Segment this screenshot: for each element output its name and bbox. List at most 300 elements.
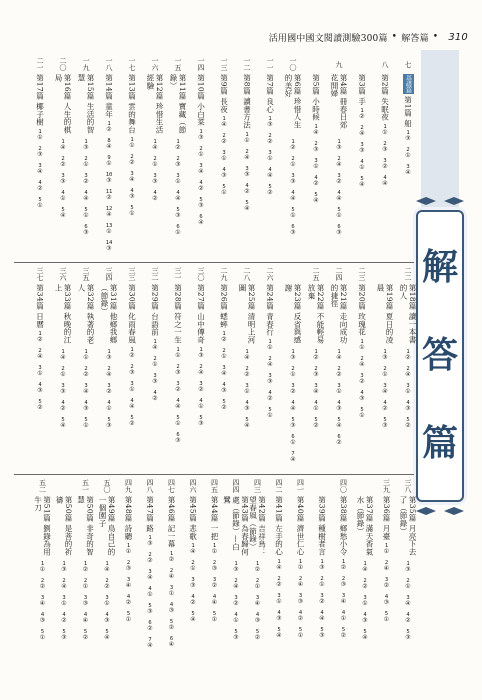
question-number: 4	[337, 190, 341, 196]
answer-choice: ③	[405, 405, 411, 412]
question-number: 5	[126, 611, 131, 618]
question-number: 4	[107, 400, 111, 406]
question-number: 2	[320, 575, 324, 582]
answer-choice: ④	[175, 195, 181, 202]
answer-choice: ②	[39, 583, 46, 590]
question-number: 5	[320, 626, 324, 633]
answer-choice: ④	[152, 144, 158, 151]
question-number: 3	[222, 365, 226, 372]
answer-item	[362, 612, 367, 629]
answer-item	[37, 129, 42, 146]
answer-item	[313, 141, 318, 158]
question-number: 4	[363, 612, 367, 618]
answer-item	[336, 139, 341, 156]
answer-item	[60, 366, 65, 383]
answer-choice: ③	[383, 599, 390, 607]
lesson-column	[101, 54, 117, 257]
answer-choice: ④	[60, 354, 66, 361]
answer-choice: ④	[313, 196, 319, 204]
question-number: 5	[291, 207, 295, 213]
answer-choice: ②	[106, 126, 112, 134]
answer-choice: ②	[313, 422, 319, 429]
answer-choice: ①	[37, 370, 43, 378]
question-number: 2	[360, 125, 364, 132]
answer-choice: ①	[382, 128, 388, 136]
answer-list	[244, 349, 249, 434]
page-ref: 三〇	[197, 267, 205, 281]
answer-item	[104, 561, 109, 578]
section-title-panel	[416, 210, 464, 502]
lesson-title: 第27篇 山中傳奇	[196, 284, 206, 344]
answer-list	[382, 124, 387, 192]
question-number: 2	[199, 363, 203, 370]
answer-choice: ②	[129, 158, 135, 166]
question-number: 1	[383, 123, 387, 130]
answer-choice: ④	[175, 402, 181, 410]
answer-choice: ①	[313, 405, 319, 412]
answer-item	[175, 381, 180, 398]
answer-choice: ④	[359, 360, 365, 368]
answer-list	[336, 139, 341, 241]
answer-choice: ①	[267, 154, 273, 162]
answer-item	[267, 184, 272, 201]
answer-choice: ②	[152, 195, 158, 202]
answer-list	[106, 121, 113, 257]
question-number: 2	[268, 132, 272, 139]
lesson-title: 第25篇 清明上河圖	[238, 284, 256, 344]
answer-choice: ③	[168, 606, 175, 614]
lesson-title: 第28篇 符之一生	[173, 284, 183, 344]
answer-item	[198, 347, 203, 364]
answer-item	[175, 398, 180, 415]
answer-list	[147, 535, 152, 654]
lesson-title: 第33篇 秋晚的江上	[54, 284, 72, 344]
answer-choice: ②	[147, 557, 153, 565]
answer-choice: ①	[359, 164, 365, 172]
page-number: 310	[448, 31, 468, 43]
answer-item	[106, 155, 111, 172]
answer-item	[83, 349, 88, 366]
answer-item	[40, 612, 45, 629]
answer-item	[290, 383, 295, 400]
ornament-top	[414, 196, 466, 206]
answer-choice: ④	[340, 597, 347, 605]
question-number: 4	[199, 397, 203, 404]
answer-choice: ②	[336, 371, 342, 378]
answer-choice: ③	[336, 229, 342, 236]
answer-choice: ②	[382, 162, 388, 170]
answer-item	[233, 561, 238, 578]
answer-list	[313, 124, 318, 209]
answer-item	[233, 595, 238, 612]
answer-list	[233, 561, 238, 646]
lesson-title: 第1篇 船	[403, 96, 413, 128]
question-number: 2	[314, 140, 318, 147]
answer-item	[382, 400, 387, 417]
answer-choice: ①	[152, 360, 158, 368]
answer-item	[221, 365, 226, 382]
question-number: 2	[234, 578, 238, 584]
question-number: 5	[360, 176, 364, 183]
answer-choice: ①	[61, 600, 67, 607]
answer-choice: ③	[198, 133, 204, 141]
page-ref: 四七	[167, 479, 176, 493]
answer-choice: ③	[106, 422, 112, 429]
lesson-title: 第51篇 劉錄為用牛刀	[33, 496, 52, 556]
answer-choice: ④	[313, 128, 319, 136]
answer-item	[382, 158, 387, 175]
answer-choice: ②	[175, 385, 181, 393]
answer-choice: ①	[175, 229, 181, 236]
answer-item	[152, 339, 157, 356]
answer-choice: ②	[82, 566, 89, 573]
answer-item	[319, 610, 324, 627]
lesson-title: 第37篇 滿天香氣水（節錄）	[356, 496, 374, 556]
answer-choice: ①	[175, 178, 181, 185]
answer-choice: ③	[61, 634, 67, 641]
answer-item	[382, 383, 387, 400]
answer-choice: ④	[254, 600, 261, 607]
question-number: 2	[130, 153, 134, 160]
answer-list	[244, 132, 249, 217]
answer-choice: ①	[198, 402, 204, 410]
question-number: 5	[268, 183, 272, 190]
answer-item	[212, 543, 217, 560]
question-number: 2	[341, 575, 346, 582]
answer-item	[126, 594, 131, 611]
answer-choice: ③	[106, 177, 112, 185]
page-ref: 一七	[128, 57, 136, 71]
question-number: 5	[383, 417, 387, 423]
answer-choice: ②	[129, 351, 135, 359]
question-number: 7	[291, 451, 295, 457]
question-number: 2	[406, 366, 410, 372]
answer-choice: ③	[267, 377, 273, 385]
answer-choice: ④	[221, 120, 227, 128]
answer-item	[336, 434, 341, 451]
answer-item	[359, 390, 364, 407]
question-number: 3	[130, 380, 134, 387]
answer-list	[83, 139, 88, 241]
answer-item	[175, 156, 180, 173]
answer-choice: ③	[382, 422, 388, 429]
answer-item	[382, 417, 387, 434]
answer-list	[255, 561, 260, 646]
answer-choice: ①	[211, 548, 218, 556]
answer-item	[106, 383, 111, 400]
question-number: 4	[38, 382, 42, 389]
answer-choice: ④	[382, 179, 388, 187]
question-number: 2	[40, 578, 45, 584]
answer-item	[290, 224, 295, 241]
page-ref: 三二	[151, 267, 159, 281]
answer-choice: ①	[359, 343, 365, 351]
answer-item	[169, 636, 174, 653]
question-number: 5	[62, 629, 66, 635]
answer-choice: ①	[383, 548, 390, 556]
page-ref: 二一	[36, 57, 44, 71]
question-number: 1	[406, 561, 410, 567]
lesson-column	[331, 54, 347, 241]
answer-choice: ①	[83, 422, 89, 429]
answer-item	[359, 142, 364, 159]
question-number: 5	[341, 626, 346, 633]
answer-list	[382, 349, 387, 434]
question-number: 1	[38, 331, 42, 338]
answer-choice: ②	[319, 597, 325, 605]
answer-choice: ④	[82, 617, 89, 624]
answer-item	[83, 612, 88, 629]
answer-choice: ②	[83, 371, 89, 378]
answer-choice: ②	[152, 394, 158, 402]
answer-item	[40, 578, 45, 595]
lesson-column	[222, 476, 250, 646]
question-number: 3	[153, 173, 157, 179]
question-number: 3	[199, 380, 203, 387]
question-number: 2	[384, 560, 389, 567]
answer-item	[152, 139, 157, 156]
answer-choice: ④	[359, 181, 365, 189]
question-number: 1	[383, 349, 387, 355]
answer-row-2	[14, 264, 416, 464]
answer-choice: ①	[254, 583, 261, 590]
answer-item	[83, 156, 88, 173]
question-number: 2	[84, 366, 88, 372]
lesson-column	[124, 264, 140, 432]
lesson-title: 第16篇 人生的棋局	[54, 74, 72, 134]
question-number: 3	[126, 577, 131, 584]
question-number: 13	[105, 223, 113, 230]
page-ref: 一六	[151, 57, 159, 71]
answer-choice: ④	[405, 371, 411, 378]
question-number: 5	[176, 414, 180, 421]
answer-list	[129, 137, 134, 222]
answer-item	[83, 173, 88, 190]
question-number: 5	[84, 207, 88, 213]
answer-list	[169, 551, 174, 653]
answer-item	[405, 612, 410, 629]
answer-choice: ④	[244, 153, 250, 161]
answer-item	[382, 175, 387, 192]
answer-item	[336, 190, 341, 207]
page-ref: 二四	[335, 267, 343, 281]
answer-item	[126, 611, 131, 628]
page-ref: 三四	[105, 267, 113, 281]
lesson-title: 第47篇 路	[145, 496, 155, 533]
answer-choice: ①	[129, 385, 135, 393]
answer-choice: ③	[382, 354, 388, 361]
answer-item	[37, 197, 42, 214]
question-number: 5	[105, 629, 109, 635]
question-number: 2	[62, 578, 66, 584]
answer-item	[61, 629, 66, 646]
lesson-column	[164, 476, 180, 653]
answer-list	[175, 347, 180, 449]
answer-list	[152, 139, 157, 207]
answer-choice: ②	[267, 394, 273, 402]
answer-item	[362, 629, 367, 646]
page-ref: 二六	[266, 267, 274, 281]
answer-choice: ③	[106, 245, 112, 253]
answer-choice: ④	[60, 144, 66, 151]
page-ref: 五二	[38, 479, 47, 493]
answer-item	[198, 214, 203, 231]
question-number: 3	[298, 592, 303, 599]
answer-choice: ①	[129, 209, 135, 217]
question-number: 5	[40, 629, 45, 635]
answer-item	[190, 611, 195, 628]
answer-item	[169, 619, 174, 636]
answer-item	[405, 366, 410, 383]
question-number: 1	[38, 128, 42, 135]
answer-choice: ①	[359, 411, 365, 419]
answer-list	[405, 130, 410, 181]
lesson-column	[379, 476, 395, 628]
answer-choice: ③	[83, 144, 89, 151]
answer-choice: ④	[60, 212, 66, 219]
lesson-column	[170, 54, 186, 241]
lesson-column	[147, 54, 163, 207]
question-number: 2	[176, 363, 180, 370]
lesson-title: 第9篇 長夜	[219, 74, 229, 113]
page-ref: 二二	[404, 267, 412, 281]
question-number: 4	[169, 601, 174, 608]
question-number: 5	[83, 629, 88, 635]
question-number: 5	[148, 603, 152, 610]
question-number: 3	[255, 595, 260, 601]
question-number: 3	[83, 595, 88, 601]
question-number: 4	[291, 400, 295, 406]
question-number: 1	[105, 561, 109, 567]
answer-item	[126, 560, 131, 577]
question-number: 6	[84, 224, 88, 230]
answer-item	[129, 415, 134, 432]
section-title-char: 篇	[421, 423, 458, 464]
question-number: 4	[61, 400, 65, 406]
answer-item	[359, 108, 364, 125]
answer-item	[255, 561, 260, 578]
answer-item	[319, 627, 324, 644]
lesson-column	[207, 476, 223, 628]
lesson-column	[216, 54, 232, 201]
answer-item	[244, 200, 249, 217]
lesson-column	[308, 54, 324, 209]
answer-item	[405, 561, 410, 578]
answer-item	[147, 552, 152, 569]
answer-item	[359, 373, 364, 390]
question-number: 4	[212, 594, 217, 601]
answer-item	[198, 364, 203, 381]
answer-choice: ②	[362, 583, 368, 590]
answer-item	[212, 560, 217, 577]
answer-item	[341, 559, 346, 576]
answer-item	[104, 578, 109, 595]
question-number: 1	[406, 349, 410, 355]
question-number: 1	[107, 349, 111, 355]
answer-item	[319, 559, 324, 576]
page-ref: 二八	[243, 267, 251, 281]
question-number: 4	[320, 609, 324, 616]
answer-list	[290, 139, 295, 241]
question-number: 4	[245, 182, 249, 189]
answer-choice: ②	[297, 614, 304, 622]
answer-item	[221, 150, 226, 167]
question-number: 5	[212, 611, 217, 618]
answer-choice: ①	[276, 597, 282, 605]
question-number: 1	[40, 561, 45, 567]
page-ref: 四九	[124, 479, 133, 493]
answer-item	[405, 383, 410, 400]
question-number: 2	[406, 578, 410, 584]
answer-choice: ①	[125, 548, 132, 556]
question-number: 1	[363, 561, 367, 567]
answer-choice: ④	[129, 402, 135, 410]
lesson-title: 第19篇 夏日的凌晨	[376, 284, 394, 344]
answer-choice: ②	[83, 178, 89, 185]
answer-item	[190, 543, 195, 560]
header-separator-2: •	[432, 32, 439, 42]
answer-row-1	[14, 54, 416, 254]
page-ref: 八	[381, 60, 389, 68]
answer-choice: ②	[383, 582, 390, 590]
answer-item	[83, 207, 88, 224]
row-divider	[14, 262, 414, 263]
lesson-title: 第40篇 濟世仁心	[296, 496, 305, 556]
question-number: 2	[268, 355, 272, 362]
answer-list	[336, 349, 341, 451]
page-ref: 一五	[174, 57, 182, 71]
question-number: 1	[84, 349, 88, 355]
answer-item	[382, 141, 387, 158]
question-number: 4	[105, 612, 109, 618]
answer-choice: ④	[83, 388, 89, 395]
question-number: 5	[130, 414, 134, 421]
answer-choice: ③	[319, 563, 325, 571]
answer-choice: ③	[405, 566, 411, 573]
answer-item	[106, 240, 113, 257]
answer-choice: ①	[267, 411, 273, 419]
answer-choice: ②	[168, 555, 175, 563]
lesson-column	[101, 264, 117, 434]
lesson-column	[121, 476, 137, 628]
question-number: 1	[298, 558, 303, 565]
answer-choice: ③	[290, 422, 296, 429]
answer-item	[298, 627, 303, 644]
answer-item	[319, 593, 324, 610]
answer-list	[267, 116, 272, 201]
answer-item	[359, 356, 364, 373]
lesson-title: 第14篇 童年	[104, 74, 114, 119]
answer-choice: ③	[340, 580, 347, 588]
answer-list	[60, 139, 65, 224]
lesson-title: 第21篇 走向成功的捷徑	[330, 284, 348, 344]
question-number: 1	[61, 139, 65, 145]
question-number: 4	[153, 190, 157, 196]
answer-item	[298, 593, 303, 610]
answer-item	[221, 184, 226, 201]
question-number: 2	[298, 575, 303, 582]
lesson-title: 第20篇 玫瑰花	[357, 284, 367, 336]
question-number: 3	[406, 383, 410, 389]
question-number: 1	[268, 338, 272, 345]
question-number: 2	[222, 348, 226, 355]
answer-choice: ③	[233, 634, 239, 641]
answer-choice: ④	[336, 195, 342, 202]
answer-choice: ③	[254, 617, 261, 624]
question-number: 2	[176, 156, 180, 162]
answer-item	[244, 166, 249, 183]
page-ref: 三五	[82, 267, 90, 281]
